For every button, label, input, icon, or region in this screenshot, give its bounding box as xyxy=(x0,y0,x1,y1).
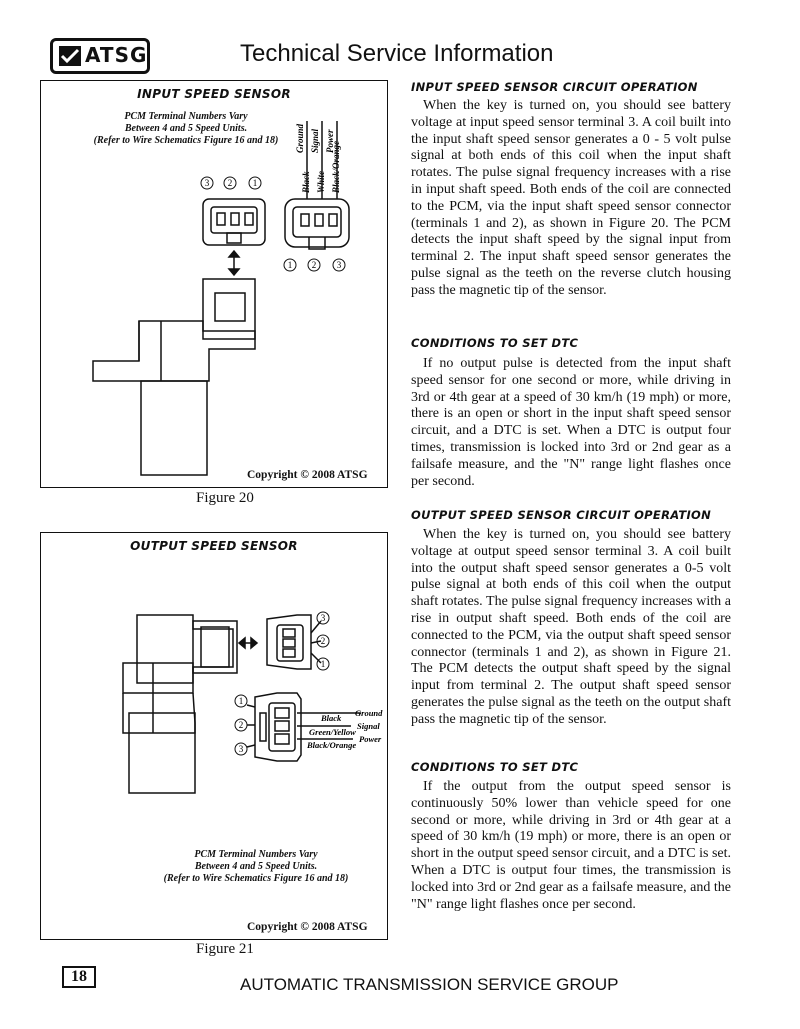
page-number: 18 xyxy=(62,966,96,988)
terminal-number: 3 xyxy=(204,178,210,188)
section-body: When the key is turned on, you should see battery voltage at input speed sensor terminal 3. A coil built into the input shaft speed sensor generates a 0 - 5 volt pulse signal at both ends of this coil when the input shaft rotates. The pulse signal frequency increases with a rise in input shaft speed. Both ends of the coil are connected to the PCM, via the input shaft speed sensor connector (terminals 1 and 2), as shown in Figure 20. The PCM detects the input shaft speed by the signal input from terminal 2. The input shaft speed sensor generates the pulse signal as the teeth on the reverse clutch housing pass the magnetic tip of the sensor. xyxy=(411,98,731,298)
terminal-number: 2 xyxy=(320,636,326,646)
checkmark-icon xyxy=(59,46,81,66)
section-body: When the key is turned on, you should see battery voltage at output speed sensor terminal 3. A coil built into the output shaft speed sensor generates a 0-5 volt pulse signal at both ends of this coil when the output shaft rotates. The pulse signal frequency increases with a rise in output shaft speed. Both ends of the coil are connected to the PCM, via the output shaft speed sensor connector (terminals 1 and 2), as shown in Figure 21. The PCM detects the output shaft speed by the signal input from terminal 2. The output shaft speed sensor generates the pulse signal as the teeth on the output shaft pass the magnetic tip of the sensor. xyxy=(411,527,731,727)
note-line: PCM Terminal Numbers Vary xyxy=(124,111,248,122)
wire-color: Black xyxy=(301,171,311,193)
wire-label: Ground xyxy=(355,708,383,718)
section-heading: CONDITIONS TO SET DTC xyxy=(411,336,579,350)
note-line: PCM Terminal Numbers Vary xyxy=(194,849,318,860)
wire-color: White xyxy=(316,170,326,193)
terminal-number: 3 xyxy=(320,613,326,623)
logo-text: ATSG xyxy=(85,43,148,67)
figure-20-title: INPUT SPEED SENSOR xyxy=(137,87,291,101)
terminal-number: 3 xyxy=(336,260,342,270)
figure-21-box xyxy=(40,532,388,940)
terminal-number: 1 xyxy=(320,659,326,669)
wire-color: Black/Orange xyxy=(331,140,341,193)
terminal-number: 3 xyxy=(238,744,244,754)
terminal-number: 2 xyxy=(238,720,244,730)
atsg-logo xyxy=(50,38,150,74)
copyright-text: Copyright © 2008 ATSG xyxy=(247,469,368,481)
section-body: If no output pulse is detected from the input shaft speed sensor for one second or more, while driving in 3rd or 4th gear at a speed of 30 km/h (19 mph) or more, there is an open or short in the input shaft speed sensor circuit, and a DTC is set. When a DTC is output four times, transmission is locked into 3rd or 2nd gear as a failsafe measure, and the "N" range light flashes once per second. xyxy=(411,356,731,489)
wire-label: Ground xyxy=(295,123,305,153)
wire-label: Signal xyxy=(310,128,320,153)
terminal-number: 2 xyxy=(227,178,233,188)
section-body: If the output from the output speed sensor is continuously 50% lower than vehicle speed for one second or more, while driving in 3rd or 4th gear at a speed of 30 km/h (19 mph) or more, there is an open or short in the output speed sensor circuit, and a DTC is set. When a DTC is output four times, the transmission is locked into 3rd or 2nd gear as a failsafe measure, and the "N" range light flashes once per second. xyxy=(411,779,731,912)
wire-color: Black/Orange xyxy=(307,740,357,750)
wire-label: Power xyxy=(359,734,382,744)
wire-color: Green/Yellow xyxy=(309,727,356,737)
figure-21-caption: Figure 21 xyxy=(196,941,254,957)
section-heading: INPUT SPEED SENSOR CIRCUIT OPERATION xyxy=(411,80,698,94)
figure-20-caption: Figure 20 xyxy=(196,490,254,506)
figure-20-box xyxy=(40,80,388,488)
note-line: (Refer to Wire Schematics Figure 16 and 18) xyxy=(93,135,279,146)
section-heading: CONDITIONS TO SET DTC xyxy=(411,760,579,774)
note-line: Between 4 and 5 Speed Units. xyxy=(124,123,248,134)
terminal-number: 2 xyxy=(311,260,317,270)
input-speed-sensor-diagram xyxy=(41,81,387,487)
wire-color: Black xyxy=(321,713,342,723)
copyright-text: Copyright © 2008 ATSG xyxy=(247,921,368,933)
wire-label: Power xyxy=(325,129,335,153)
wire-label: Signal xyxy=(357,721,380,731)
note-line: Between 4 and 5 Speed Units. xyxy=(194,861,318,872)
footer-org: AUTOMATIC TRANSMISSION SERVICE GROUP xyxy=(240,975,619,994)
section-heading: OUTPUT SPEED SENSOR CIRCUIT OPERATION xyxy=(411,508,712,522)
page-title: Technical Service Information xyxy=(240,40,554,67)
note-line: (Refer to Wire Schematics Figure 16 and 18) xyxy=(163,873,349,884)
figure-21-title: OUTPUT SPEED SENSOR xyxy=(130,539,298,553)
terminal-number: 1 xyxy=(238,696,244,706)
terminal-number: 1 xyxy=(287,260,293,270)
figure-21-note xyxy=(131,849,381,885)
terminal-number: 1 xyxy=(252,178,258,188)
